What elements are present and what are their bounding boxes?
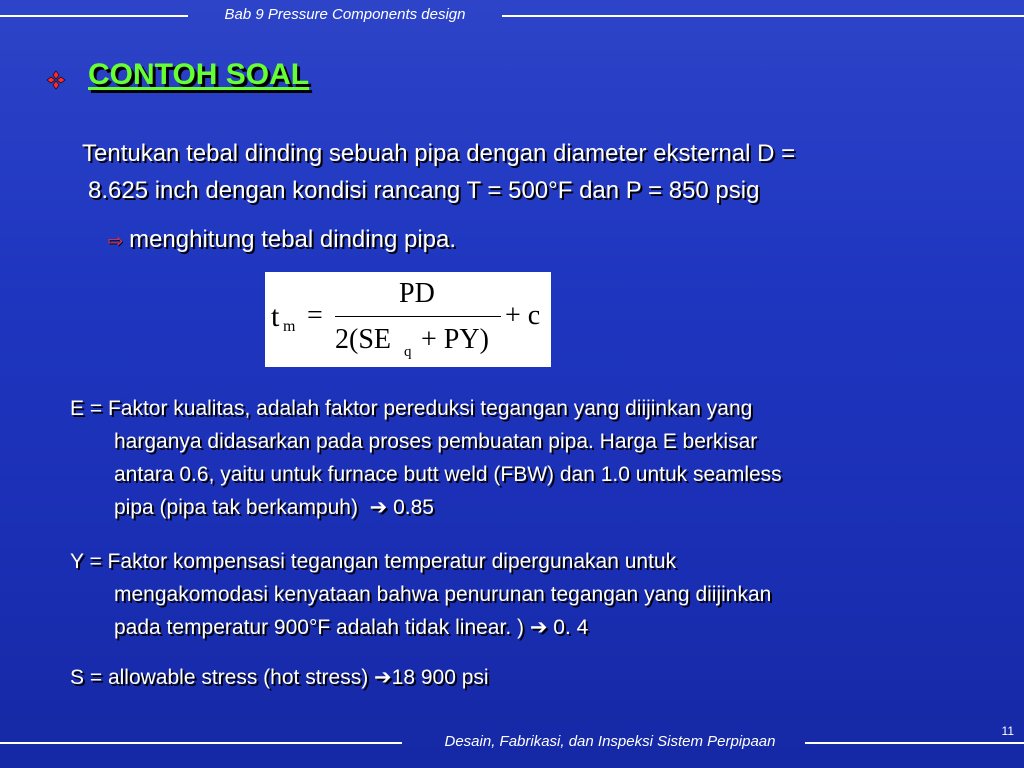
wall-thickness-formula — [265, 272, 551, 367]
problem-statement — [82, 135, 982, 209]
definition-s-value: 18 900 psi — [391, 666, 489, 689]
right-arrow-icon: ➔ — [374, 666, 392, 689]
definition-y-line-3 — [70, 611, 970, 644]
definition-y — [70, 545, 970, 644]
definition-y-value: 0. 4 — [553, 616, 589, 639]
definition-s-line — [70, 661, 970, 694]
formula-denominator-left: 2(SE — [335, 324, 391, 355]
definition-s — [70, 661, 970, 694]
formula-numerator: PD — [399, 278, 435, 309]
definition-e-line-2: harganya didasarkan pada proses pembuatan pipa. Harga E berkisar — [114, 430, 758, 453]
footer-title: Desain, Fabrikasi, dan Inspeksi Sistem Perpipaan — [444, 733, 776, 750]
problem-line-2: 8.625 inch dengan kondisi rancang T = 500°F dan P = 850 psig — [88, 177, 760, 204]
footer-rule-left — [0, 742, 402, 744]
right-arrow-icon: ➔ — [529, 616, 548, 639]
sub-bullet-text: menghitung tebal dinding pipa. — [129, 226, 457, 253]
footer-rule-right — [805, 742, 1024, 744]
outline-right-arrow-icon: ⇨ — [108, 231, 124, 251]
right-arrow-icon: ➔ — [369, 496, 388, 519]
definition-s-text: S = allowable stress (hot stress) — [70, 666, 369, 689]
formula-denominator-subscript: q — [404, 344, 412, 360]
definition-e — [70, 392, 970, 524]
definition-e-line-3: antara 0.6, yaitu untuk furnace butt weld (FBW) dan 1.0 untuk seamless — [114, 463, 782, 486]
formula-lhs-subscript: m — [283, 318, 296, 335]
definition-y-line-3-text: pada temperatur 900°F adalah tidak linear. ) — [114, 616, 524, 639]
definition-y-line-2: mengakomodasi kenyataan bahwa penurunan tegangan yang diijinkan — [114, 583, 772, 606]
formula-lhs: t — [271, 300, 280, 333]
page-number: 11 — [1001, 724, 1014, 738]
slide-title: CONTOH SOAL — [88, 58, 310, 91]
four-diamond-bullet-icon — [46, 70, 66, 90]
header-title: Bab 9 Pressure Components design — [224, 6, 466, 23]
formula-denominator-right: + PY) — [421, 324, 489, 355]
formula-fraction-bar — [335, 316, 501, 317]
definition-e-value: 0.85 — [393, 496, 434, 519]
formula-plus-c: + c — [505, 300, 541, 331]
definition-e-line-1: E = Faktor kualitas, adalah faktor pereduksi tegangan yang diijinkan yang — [70, 397, 753, 420]
definition-e-line-4 — [70, 491, 970, 524]
sub-bullet — [108, 225, 456, 256]
formula-equals: = — [307, 300, 323, 331]
definition-y-line-1: Y = Faktor kompensasi tegangan temperatur dipergunakan untuk — [70, 550, 677, 573]
problem-line-1: Tentukan tebal dinding sebuah pipa dengan diameter eksternal D = — [82, 140, 796, 167]
header-rule-right — [502, 15, 1024, 17]
definition-e-line-4-text: pipa (pipa tak berkampuh) — [114, 496, 358, 519]
